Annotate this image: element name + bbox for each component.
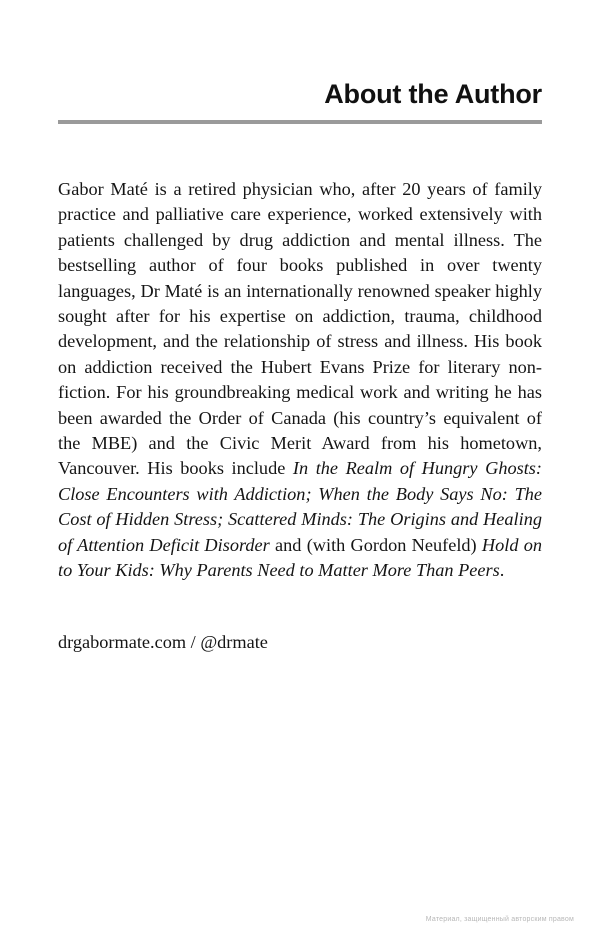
page-title: About the Author xyxy=(324,79,542,109)
title-divider xyxy=(58,120,542,124)
book-titles-second: Hold on to Your Kids: Why Parents Need to Matter More Than Peers xyxy=(58,534,542,581)
page-header xyxy=(58,78,542,124)
bio-text-middle: and (with Gordon Neufeld) xyxy=(269,534,482,555)
copyright-footer-note: Материал, защищенный авторским правом xyxy=(425,916,574,923)
bio-text-start: Gabor Maté is a retired physician who, after 20 years of family practice and palliative care experience, worked extensively with patients challenged by drug addiction and mental illness. The bestselling author of four books published in over twenty languages, Dr Maté is an internationally renowned speaker highly sought after for his expertise on addiction, trauma, childhood development, and the relationship of stress and illness. His book on addiction received the Hubert Evans Prize for literary non-fiction. For his groundbreaking medical work and writing he has been awarded the Order of Canada (his country’s equivalent of the MBE) and the Civic Merit Award from his hometown, Vancouver. His books include xyxy=(58,179,542,479)
body-text xyxy=(58,177,542,584)
bio-text-end: . xyxy=(499,560,505,581)
author-bio-paragraph xyxy=(58,177,542,584)
author-contact-line: drgabormate.com / @drmate xyxy=(58,632,268,652)
book-titles-first: In the Realm of Hungry Ghosts: Close Encounters with Addiction; When the Body Says No: The Cost of Hidden Stress; Scattered Minds: The Origins and Healing of Attention Deficit Disorder xyxy=(58,458,542,555)
